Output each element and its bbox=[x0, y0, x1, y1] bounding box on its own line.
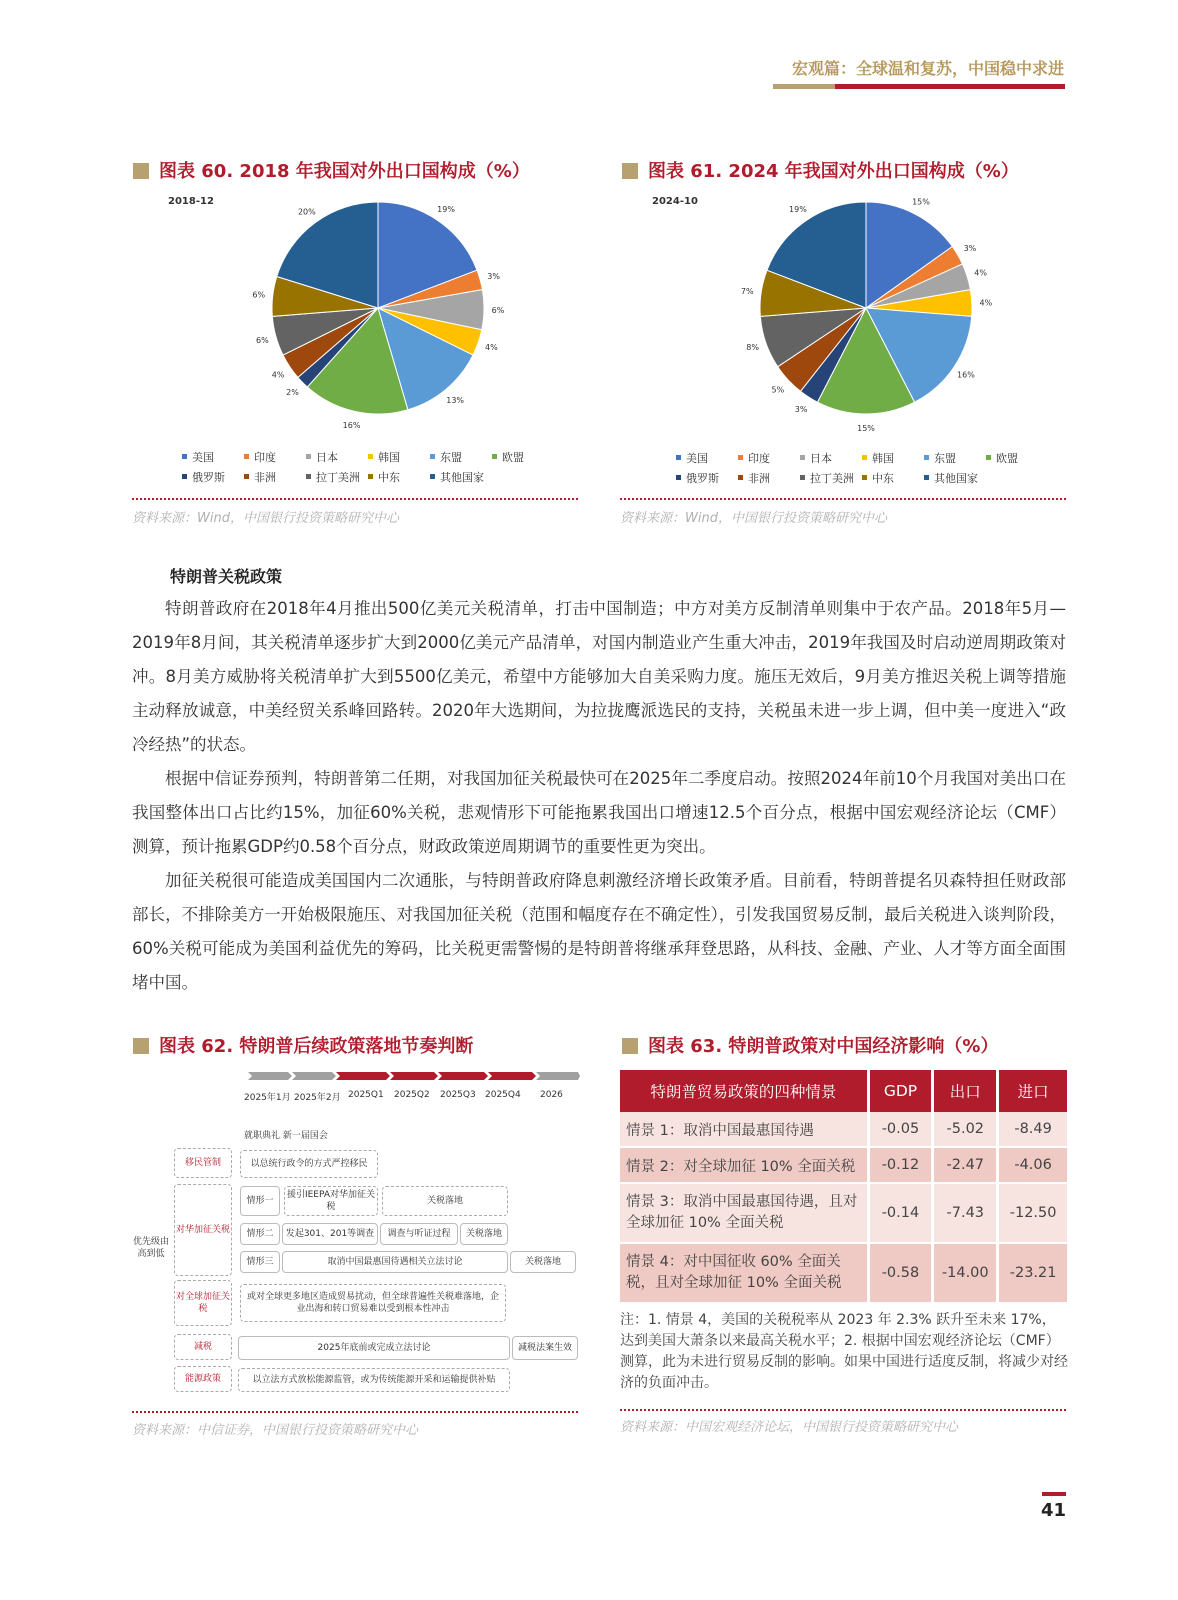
fig61-source: 资料来源：Wind，中国银行投资策略研究中心 bbox=[620, 511, 887, 526]
timeline-label-5: 2025Q3 bbox=[440, 1090, 476, 1100]
fig60-title-text: 图表 60. 2018 年我国对外出口国构成（%） bbox=[159, 161, 530, 182]
legend-swatch bbox=[986, 455, 991, 460]
pie-label: 6% bbox=[491, 305, 505, 315]
fig62-source: 资料来源：中信证券，中国银行投资策略研究中心 bbox=[132, 1423, 419, 1438]
fig63-title-text: 图表 63. 特朗普政策对中国经济影响（%） bbox=[648, 1036, 999, 1057]
legend-item bbox=[492, 449, 554, 465]
title-square-icon bbox=[133, 1038, 149, 1054]
legend-label: 俄罗斯 bbox=[686, 472, 719, 485]
legend-label: 中东 bbox=[378, 471, 400, 484]
legend-item bbox=[244, 449, 306, 465]
pie-label: 7% bbox=[740, 286, 754, 296]
fig62-diagram bbox=[130, 1066, 580, 1396]
legend-swatch bbox=[676, 475, 681, 480]
timeline-label-3: 2025Q1 bbox=[348, 1090, 384, 1100]
pie-label: 16% bbox=[957, 370, 975, 380]
pie-label: 6% bbox=[252, 290, 266, 300]
tariff-global-box: 或对全球更多地区造成贸易扰动，但全球普遍性关税难落地，企业出海和转口贸易难以受到根本性冲击 bbox=[240, 1284, 506, 1322]
legend-swatch bbox=[676, 455, 681, 460]
pie-label: 15% bbox=[912, 197, 930, 207]
body-text bbox=[132, 592, 1066, 1000]
fig61-title bbox=[622, 157, 1019, 183]
inauguration-label: 就职典礼 新一届国会 bbox=[244, 1131, 328, 1141]
fig63-divider bbox=[620, 1409, 1066, 1411]
impact-table bbox=[620, 1070, 1067, 1304]
export-cell: -7.43 bbox=[934, 1184, 999, 1244]
legend-label: 中东 bbox=[872, 472, 894, 485]
legend-label: 印度 bbox=[748, 452, 770, 465]
legend-label: 东盟 bbox=[440, 451, 462, 464]
category-energy: 能源政策 bbox=[174, 1366, 232, 1392]
fig60-divider bbox=[132, 498, 578, 500]
legend-swatch bbox=[244, 454, 249, 459]
table-row bbox=[620, 1244, 1067, 1304]
fig60-source: 资料来源：Wind，中国银行投资策略研究中心 bbox=[132, 511, 399, 526]
case-1-label: 情形一 bbox=[240, 1186, 280, 1216]
legend-swatch bbox=[924, 475, 929, 480]
export-cell: -2.47 bbox=[934, 1148, 999, 1184]
legend-item bbox=[430, 469, 492, 485]
fig61-pie-chart bbox=[720, 196, 1020, 441]
case-2-label: 情形二 bbox=[240, 1223, 280, 1245]
legend-swatch bbox=[738, 475, 743, 480]
legend-label: 美国 bbox=[686, 452, 708, 465]
legend-item bbox=[924, 450, 986, 466]
legend-swatch bbox=[244, 474, 249, 479]
legend-item bbox=[800, 470, 862, 486]
header-scenario: 特朗普贸易政策的四种情景 bbox=[620, 1070, 870, 1112]
fig63-source: 资料来源：中国宏观经济论坛，中国银行投资策略研究中心 bbox=[620, 1420, 959, 1435]
case-3-step-a: 取消中国最惠国待遇相关立法讨论 bbox=[282, 1251, 508, 1273]
legend-item bbox=[862, 470, 924, 486]
legend-item bbox=[676, 470, 738, 486]
pie-label: 20% bbox=[297, 207, 316, 217]
case-2-step-b: 调查与听证过程 bbox=[380, 1223, 458, 1245]
legend-label: 日本 bbox=[316, 451, 338, 464]
table-row bbox=[620, 1148, 1067, 1184]
pie-label: 3% bbox=[487, 272, 501, 282]
scenario-cell: 情景 4：对中国征收 60% 全面关税，且对全球加征 10% 全面关税 bbox=[620, 1244, 870, 1304]
pie-label: 5% bbox=[771, 385, 785, 395]
fig61-legend bbox=[676, 450, 1048, 486]
title-square-icon bbox=[133, 163, 149, 179]
paragraph-3: 加征关税很可能造成美国国内二次通胀，与特朗普政府降息刺激经济增长政策矛盾。目前看，特朗普提名贝森特担任财政部部长，不排除美方一开始极限施压、对我国加征关税（范围和幅度存在不确定性），引发我国贸易反制，最后关税进入谈判阶段，60%关税可能成为美国利益优先的筹码，比关税更需警惕的是特朗普将继承拜登思路，从科技、金融、产业、人才等方面全面围堵中国。 bbox=[132, 871, 1066, 992]
pie-label: 15% bbox=[857, 424, 875, 433]
timeline-label-7: 2026 bbox=[540, 1090, 563, 1100]
import-cell: -23.21 bbox=[999, 1244, 1067, 1304]
fig60-date: 2018-12 bbox=[168, 196, 214, 207]
fig62-title bbox=[133, 1032, 473, 1058]
header-bar-red bbox=[835, 84, 1065, 89]
fig62-divider bbox=[132, 1411, 578, 1413]
legend-label: 拉丁美洲 bbox=[810, 472, 854, 485]
table-header-row bbox=[620, 1070, 1067, 1112]
immigration-box: 以总统行政令的方式严控移民 bbox=[240, 1150, 378, 1178]
legend-item bbox=[986, 450, 1048, 466]
energy-box: 以立法方式放松能源监管，或为传统能源开采和运输提供补贴 bbox=[238, 1368, 510, 1392]
category-immigration: 移民管制 bbox=[174, 1148, 232, 1178]
category-tariff-china: 对华加征关税 bbox=[174, 1184, 232, 1276]
legend-item bbox=[182, 449, 244, 465]
title-square-icon bbox=[622, 1038, 638, 1054]
legend-label: 美国 bbox=[192, 451, 214, 464]
legend-swatch bbox=[862, 455, 867, 460]
fig61-divider bbox=[620, 498, 1066, 500]
page-number: 41 bbox=[1040, 1500, 1066, 1521]
legend-swatch bbox=[368, 454, 373, 459]
header-export: 出口 bbox=[934, 1070, 999, 1112]
pie-label: 4% bbox=[485, 343, 498, 353]
case-1-step-a: 援引IEEPA对华加征关税 bbox=[284, 1186, 378, 1216]
paragraph-2: 根据中信证券预判，特朗普第二任期，对我国加征关税最快可在2025年二季度启动。按照2024年前10个月我国对美出口在我国整体出口占比约15%，加征60%关税，悲观情形下可能拖累我国出口增速12.5个百分点，根据中国宏观经济论坛（CMF）测算，预计拖累GDP约0.58个百分点，财政政策逆周期调节的重要性更为突出。 bbox=[132, 769, 1066, 856]
legend-item bbox=[182, 469, 244, 485]
legend-item bbox=[676, 450, 738, 466]
case-2-step-c: 关税落地 bbox=[460, 1223, 508, 1245]
pie-label: 4% bbox=[979, 298, 993, 308]
legend-swatch bbox=[738, 455, 743, 460]
export-cell: -14.00 bbox=[934, 1244, 999, 1304]
case-1-step-b: 关税落地 bbox=[382, 1186, 508, 1216]
legend-label: 其他国家 bbox=[934, 472, 978, 485]
gdp-cell: -0.14 bbox=[870, 1184, 935, 1244]
gdp-cell: -0.05 bbox=[870, 1112, 935, 1148]
scenario-cell: 情景 2：对全球加征 10% 全面关税 bbox=[620, 1148, 870, 1184]
title-square-icon bbox=[622, 163, 638, 179]
pie-label: 6% bbox=[255, 335, 269, 345]
legend-swatch bbox=[368, 474, 373, 479]
pie-label: 2% bbox=[286, 388, 299, 398]
pie-label: 19% bbox=[437, 205, 455, 215]
fig61-date: 2024-10 bbox=[652, 196, 698, 207]
legend-swatch bbox=[182, 454, 187, 459]
timeline-label-4: 2025Q2 bbox=[394, 1090, 430, 1100]
pie-label: 4% bbox=[271, 370, 285, 380]
case-3-label: 情形三 bbox=[240, 1251, 280, 1273]
legend-label: 日本 bbox=[810, 452, 832, 465]
import-cell: -8.49 bbox=[999, 1112, 1067, 1148]
case-2-step-a: 发起301、201等调查 bbox=[282, 1223, 378, 1245]
legend-item bbox=[244, 469, 306, 485]
legend-swatch bbox=[306, 454, 311, 459]
legend-swatch bbox=[182, 474, 187, 479]
pie-label: 16% bbox=[342, 421, 361, 431]
legend-swatch bbox=[924, 455, 929, 460]
timeline-label-6: 2025Q4 bbox=[485, 1090, 521, 1100]
legend-item bbox=[368, 449, 430, 465]
pie-label: 3% bbox=[794, 404, 808, 414]
pie-label: 4% bbox=[974, 268, 987, 278]
fig61-title-text: 图表 61. 2024 年我国对外出口国构成（%） bbox=[648, 161, 1019, 182]
pie-label: 8% bbox=[746, 343, 759, 353]
timeline-label-2: 2025年2月 bbox=[294, 1093, 341, 1103]
gdp-cell: -0.12 bbox=[870, 1148, 935, 1184]
legend-item bbox=[306, 469, 368, 485]
gdp-cell: -0.58 bbox=[870, 1244, 935, 1304]
header-gdp: GDP bbox=[870, 1070, 935, 1112]
legend-label: 印度 bbox=[254, 451, 276, 464]
legend-swatch bbox=[430, 454, 435, 459]
running-header: 宏观篇：全球温和复苏，中国稳中求进 bbox=[791, 59, 1064, 78]
legend-label: 东盟 bbox=[934, 452, 956, 465]
table-row bbox=[620, 1184, 1067, 1244]
export-cell: -5.02 bbox=[934, 1112, 999, 1148]
paragraph-1: 特朗普政府在2018年4月推出500亿美元关税清单，打击中国制造；中方对美方反制清单则集中于农产品。2018年5月—2019年8月间，其关税清单逐步扩大到2000亿美元产品清单，对国内制造业产生重大冲击，2019年我国及时启动逆周期政策对冲。8月美方威胁将关税清单扩大到5500亿美元，希望中方能够加大自美采购力度。施压无效后，9月美方推迟关税上调等措施主动释放诚意，中美经贸关系峰回路转。2020年大选期间，为拉拢鹰派选民的支持，关税虽未进一步上调，但中美一度进入“政冷经热”的状态。 bbox=[132, 599, 1066, 754]
tax-cut-end-box: 减税法案生效 bbox=[512, 1336, 578, 1360]
legend-label: 韩国 bbox=[378, 451, 400, 464]
header-import: 进口 bbox=[999, 1070, 1067, 1112]
legend-label: 拉丁美洲 bbox=[316, 471, 360, 484]
category-tax-cut: 减税 bbox=[174, 1334, 232, 1360]
legend-item bbox=[306, 449, 368, 465]
fig60-title bbox=[133, 157, 530, 183]
pie-label: 3% bbox=[963, 244, 977, 253]
timeline-arrows bbox=[248, 1070, 580, 1082]
tax-cut-box: 2025年底前或完成立法讨论 bbox=[238, 1336, 510, 1360]
section-heading: 特朗普关税政策 bbox=[170, 567, 283, 586]
legend-item bbox=[800, 450, 862, 466]
pie-label: 13% bbox=[446, 395, 465, 405]
import-cell: -4.06 bbox=[999, 1148, 1067, 1184]
priority-label: 优先级由高到低 bbox=[132, 1237, 169, 1259]
legend-swatch bbox=[306, 474, 311, 479]
fig63-title bbox=[622, 1032, 998, 1058]
legend-label: 欧盟 bbox=[502, 451, 524, 464]
legend-swatch bbox=[800, 455, 805, 460]
timeline-label-1: 2025年1月 bbox=[244, 1093, 291, 1103]
scenario-cell: 情景 1：取消中国最惠国待遇 bbox=[620, 1112, 870, 1148]
legend-swatch bbox=[430, 474, 435, 479]
legend-item bbox=[430, 449, 492, 465]
header-bar-gold bbox=[773, 84, 835, 89]
legend-item bbox=[924, 470, 986, 486]
case-3-step-b: 关税落地 bbox=[510, 1251, 576, 1273]
legend-item bbox=[738, 470, 800, 486]
legend-swatch bbox=[492, 454, 497, 459]
fig63-note: 注：1. 情景 4，美国的关税税率从 2023 年 2.3% 跃升至未来 17%，达到美国大萧条以来最高关税水平；2. 根据中国宏观经济论坛（CMF）测算，此为未进行贸易反制的影响。如果中国进行适度反制，将减少对经济的负面冲击。 bbox=[620, 1312, 1068, 1391]
legend-item bbox=[738, 450, 800, 466]
category-tariff-global: 对全球加征关税 bbox=[174, 1280, 232, 1326]
pie-label: 19% bbox=[789, 205, 807, 215]
legend-label: 非洲 bbox=[254, 471, 276, 484]
fig60-legend bbox=[182, 449, 554, 485]
legend-item bbox=[862, 450, 924, 466]
page-number-bar bbox=[1042, 1492, 1066, 1496]
fig62-title-text: 图表 62. 特朗普后续政策落地节奏判断 bbox=[159, 1036, 474, 1057]
fig60-pie-chart bbox=[232, 196, 532, 441]
legend-label: 其他国家 bbox=[440, 471, 484, 484]
table-row bbox=[620, 1112, 1067, 1148]
legend-label: 韩国 bbox=[872, 452, 894, 465]
legend-item bbox=[368, 469, 430, 485]
scenario-cell: 情景 3：取消中国最惠国待遇，且对全球加征 10% 全面关税 bbox=[620, 1184, 870, 1244]
import-cell: -12.50 bbox=[999, 1184, 1067, 1244]
legend-swatch bbox=[862, 475, 867, 480]
legend-label: 俄罗斯 bbox=[192, 471, 225, 484]
legend-swatch bbox=[800, 475, 805, 480]
legend-label: 欧盟 bbox=[996, 452, 1018, 465]
legend-label: 非洲 bbox=[748, 472, 770, 485]
